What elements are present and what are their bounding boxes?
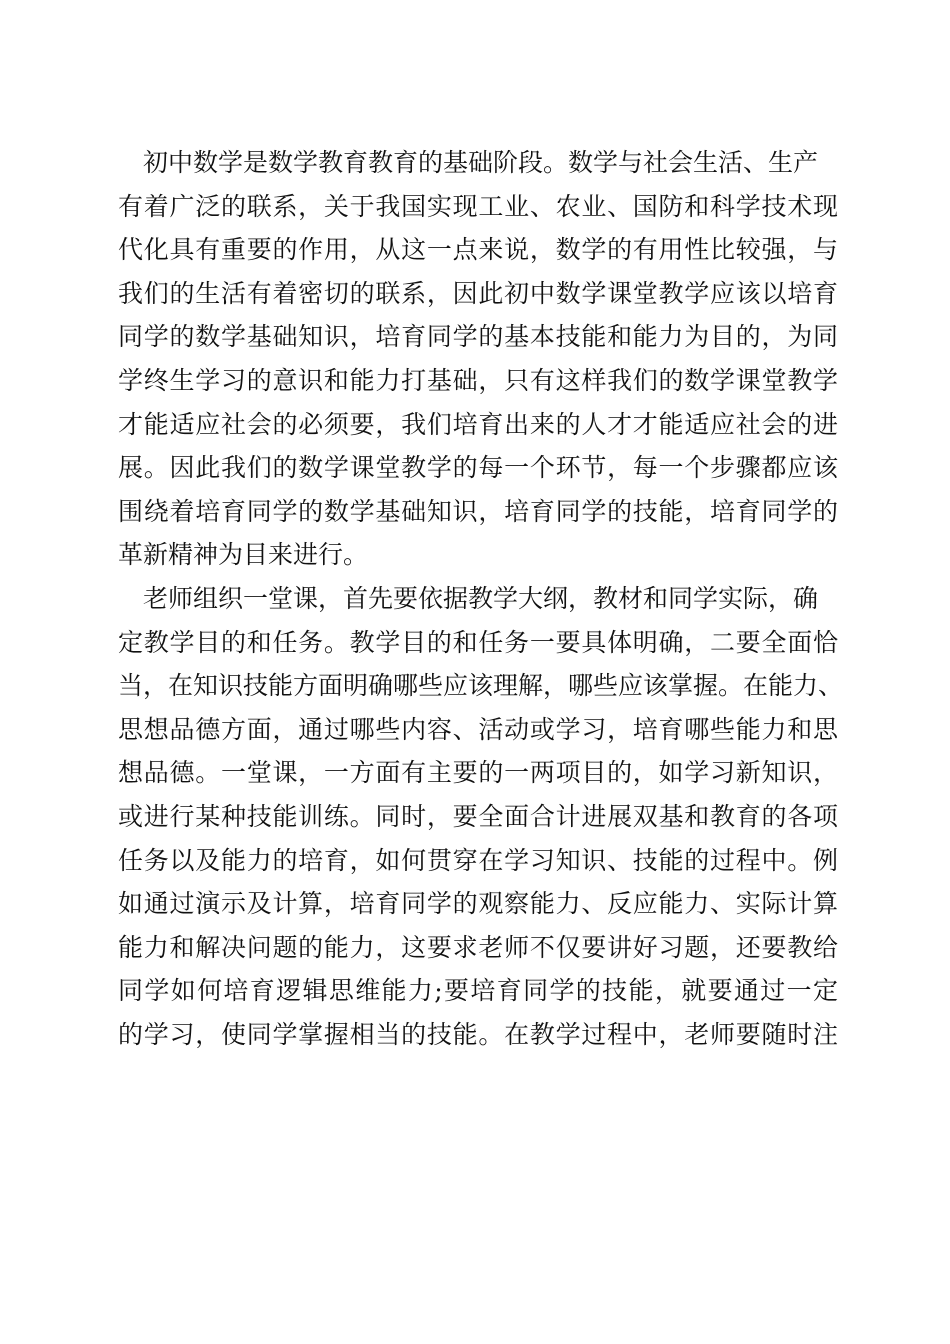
paragraph-2-line-8: 如通过演示及计算，培育同学的观察能力、反应能力、实际计算	[118, 889, 838, 919]
paragraph-1-line-5: 同学的数学基础知识，培育同学的基本技能和能力为目的，为同	[118, 322, 838, 352]
paragraph-2-line-3: 当，在知识技能方面明确哪些应该理解，哪些应该掌握。在能力、	[118, 671, 844, 701]
paragraph-1-line-4: 我们的生活有着密切的联系，因此初中数学课堂教学应该以培育	[118, 278, 838, 308]
paragraph-2-line-5: 想品德。一堂课，一方面有主要的一两项目的，如学习新知识，	[118, 758, 838, 788]
paragraph-1-line-8: 展。因此我们的数学课堂教学的每一个环节，每一个步骤都应该	[118, 453, 838, 483]
paragraph-2-line-2: 定教学目的和任务。教学目的和任务一要具体明确，二要全面恰	[118, 627, 838, 657]
paragraph-1-line-9: 围绕着培育同学的数学基础知识，培育同学的技能，培育同学的	[118, 496, 838, 526]
paragraph-1-line-7: 才能适应社会的必须要，我们培育出来的人才才能适应社会的进	[118, 409, 838, 439]
paragraph-2-line-6: 或进行某种技能训练。同时，要全面合计进展双基和教育的各项	[118, 801, 838, 831]
paragraph-2-line-11: 的学习，使同学掌握相当的技能。在教学过程中，老师要随时注	[118, 1019, 838, 1049]
paragraph-2-line-7: 任务以及能力的培育，如何贯穿在学习知识、技能的过程中。例	[118, 845, 838, 875]
paragraph-2-line-4: 思想品德方面，通过哪些内容、活动或学习，培育哪些能力和思	[118, 714, 838, 744]
paragraph-1-line-3: 代化具有重要的作用，从这一点来说，数学的有用性比较强，与	[118, 235, 838, 265]
paragraph-1-line-1: 初中数学是数学教育教育的基础阶段。数学与社会生活、生产	[143, 148, 819, 177]
body-text	[118, 141, 844, 1056]
paragraph-2-line-9: 能力和解决问题的能力，这要求老师不仅要讲好习题，还要教给	[118, 932, 838, 962]
paragraph-1-line-2: 有着广泛的联系，关于我国实现工业、农业、国防和科学技术现	[118, 191, 838, 221]
paragraph-1-line-6: 学终生学习的意识和能力打基础，只有这样我们的数学课堂教学	[118, 365, 838, 395]
paragraph-1-line-10: 革新精神为目来进行。	[118, 540, 369, 570]
paragraph-2-line-1: 老师组织一堂课，首先要依据教学大纲，教材和同学实际，确	[143, 583, 819, 613]
paragraph-2-line-10: 同学如何培育逻辑思维能力;要培育同学的技能，就要通过一定	[118, 976, 838, 1006]
